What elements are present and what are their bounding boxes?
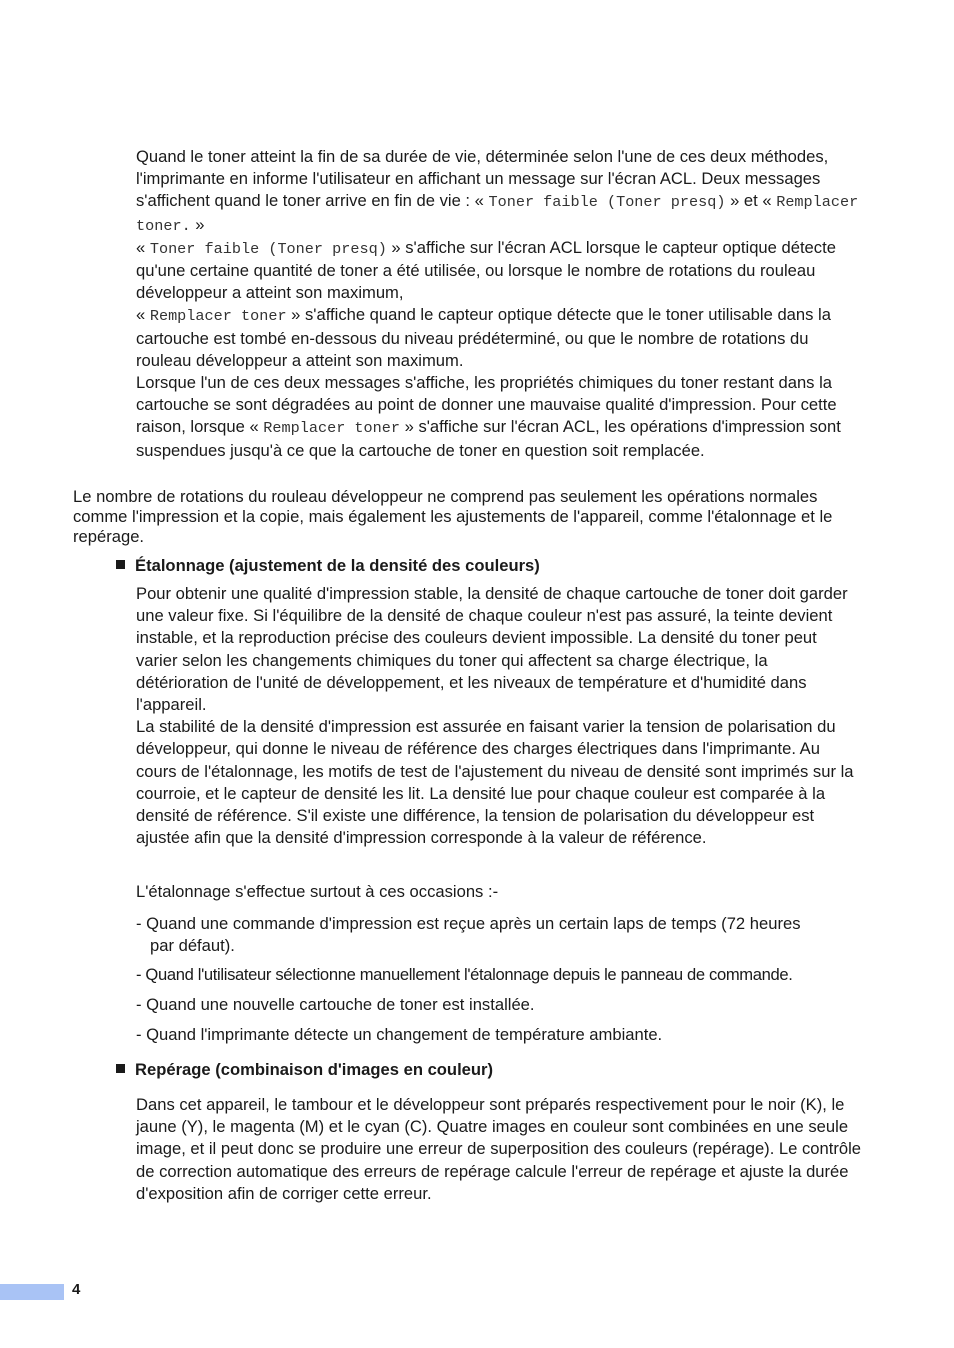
intro-paragraph-2: « Toner faible (Toner presq) » s'affiche sur l'écran ACL lorsque le capteur optique détecte qu'une certaine quantité de toner a été utilisée, ou lorsque le nombre de rotations du rouleau développeur a atteint son maximum, (136, 237, 836, 303)
intro-paragraph-3: « Remplacer toner » s'affiche quand le capteur optique détecte que le toner utilisable dans la cartouche est tombé en-dessous du niveau prédéterminé, ou que le nombre de rotations du rouleau développeur a atteint son maximum. (136, 305, 831, 370)
rotation-note: Le nombre de rotations du rouleau développeur ne comprend pas seulement les opérations normales comme l'impression et la copie, mais également les ajustements de l'appareil, comme l'étalonnage et le repérage. (73, 487, 833, 546)
calibration-paragraph-2: La stabilité de la densité d'impression est assurée en faisant varier la tension de polarisation du développeur, qui donne le niveau de référence des charges électriques dans l'imprimante. Au cours de l'étalonnage, les motifs de test de l'ajustement du niveau de densité sont imprimés sur la courroie, et le capteur de densité les lit. La densité lue pour chaque couleur est comparée à la densité de référence. S'il existe une différence, la tension de polarisation du développeur est ajustée afin que la densité d'impression corresponde à la valeur de référence. (136, 717, 854, 848)
page-number: 4 (72, 1281, 81, 1298)
square-bullet-icon (116, 1064, 125, 1073)
intro-section (136, 146, 862, 462)
page-footer-bar (0, 1284, 64, 1300)
lcd-message-toner-low: Toner faible (Toner presq) (488, 193, 726, 212)
square-bullet-icon (116, 560, 125, 569)
registration-heading: Repérage (combinaison d'images en couleur) (116, 1059, 493, 1081)
intro-paragraph-4: Lorsque l'un de ces deux messages s'affiche, les propriétés chimiques du toner restant dans la cartouche se sont dégradées au point de donner une mauvaise qualité d'impression. Pour cette raison, lorsque « Remplacer toner » s'affiche sur l'écran ACL, les opérations d'impression sont suspendues jusqu'à ce que la cartouche de toner en question soit remplacée. (136, 373, 841, 460)
lcd-message-toner-low: Toner faible (Toner presq) (149, 239, 387, 258)
registration-paragraph: Dans cet appareil, le tambour et le développeur sont préparés respectivement pour le noir (K), le jaune (Y), le magenta (M) et le cyan (C). Quatre images en couleur sont combinées en une seule image, et il peut donc se produire une erreur de superposition des couleurs (repérage). Le contrôle de correction automatique des erreurs de repérage calcule l'erreur de repérage et ajuste la durée d'exposition afin de corriger cette erreur. (136, 1095, 862, 1203)
calibration-occasion-item: - Quand une commande d'impression est reçue après un certain laps de temps (72 heures par défaut). (136, 914, 801, 955)
lcd-message-replace-toner: Remplacer toner. (136, 193, 859, 235)
lcd-message-replace-toner: Remplacer toner (263, 419, 401, 438)
lcd-message-replace-toner: Remplacer toner (149, 307, 287, 326)
intro-paragraph-1: Quand le toner atteint la fin de sa durée de vie, déterminée selon l'une de ces deux méthodes, l'imprimante en informe l'utilisateur en affichant un message sur l'écran ACL. Deux messages s'affichent quand le toner arrive en fin de vie : « Toner faible (Toner presq) » et « Remplacer toner. » (136, 147, 859, 235)
calibration-occasions-intro: L'étalonnage s'effectue surtout à ces occasions :- (136, 882, 499, 901)
calibration-occasion-item: - Quand une nouvelle cartouche de toner est installée. (136, 995, 535, 1014)
calibration-heading: Étalonnage (ajustement de la densité des couleurs) (116, 555, 540, 577)
calibration-occasion-item: - Quand l'utilisateur sélectionne manuellement l'étalonnage depuis le panneau de commande. (136, 965, 793, 984)
calibration-body (136, 583, 862, 849)
calibration-paragraph-1: Pour obtenir une qualité d'impression stable, la densité de chaque cartouche de toner doit garder une valeur fixe. Si l'équilibre de la densité de chaque couleur n'est pas assuré, la teinte devient instable, et la reproduction précise des couleurs devient impossible. La densité du toner peut varier selon les changements chimiques du toner qui affectent sa charge électrique, la détérioration de l'unité de développement, et les niveaux de température et d'humidité dans l'appareil. (136, 584, 848, 715)
calibration-occasion-item: - Quand l'imprimante détecte un changement de température ambiante. (136, 1025, 663, 1044)
